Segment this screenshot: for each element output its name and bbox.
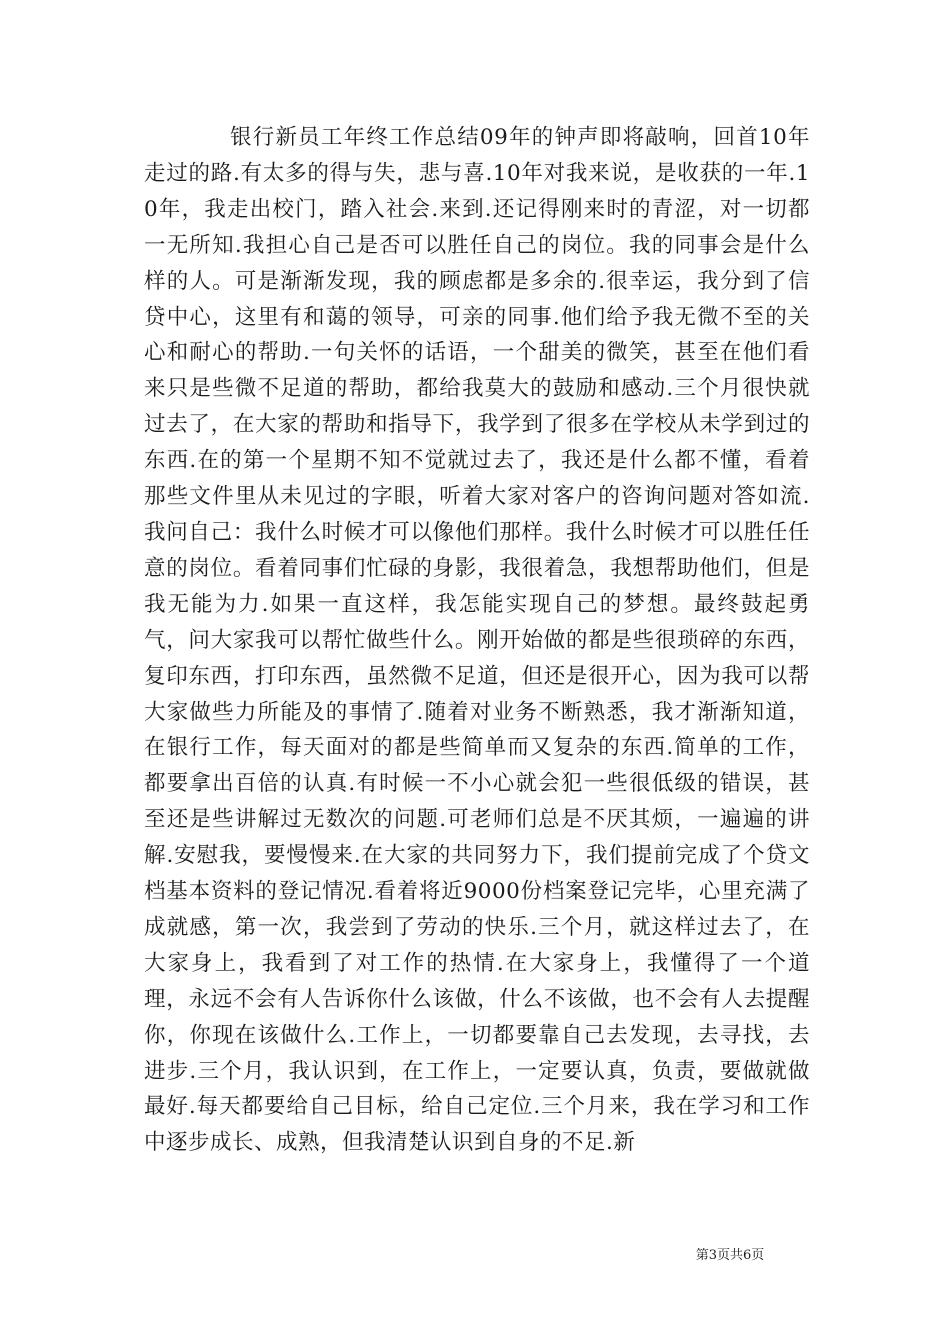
page-indicator: 第3页共6页 [695,1248,765,1263]
body-paragraph: 银行新员工年终工作总结09年的钟声即将敲响，回首10年走过的路.有太多的得与失，悲与喜.10年对我来说，是收获的一年.10年，我走出校门，踏入社会.来到.还记得刚来时的青涩，对一切都一无所知.我担心自己是否可以胜任自己的岗位。我的同事会是什么样的人。可是渐渐发现，我的顾虑都是多余的.很幸运，我分到了信贷中心，这里有和蔼的领导，可亲的同事.他们给予我无微不至的关心和耐心的帮助.一句关怀的话语，一个甜美的微笑，甚至在他们看来只是些微不足道的帮助，都给我莫大的鼓励和感动.三个月很快就过去了，在大家的帮助和指导下，我学到了很多在学校从未学到过的东西.在的第一个星期不知不觉就过去了，我还是什么都不懂，看着那些文件里从未见过的字眼，听着大家对客户的咨询问题对答如流.我问自己：我什么时候才可以像他们那样。我什么时候才可以胜任任意的岗位。看着同事们忙碌的身影，我很着急，我想帮助他们，但是我无能为力.如果一直这样，我怎能实现自己的梦想。最终鼓起勇气，问大家我可以帮忙做些什么。刚开始做的都是些很琐碎的东西，复印东西，打印东西，虽然微不足道，但还是很开心，因为我可以帮大家做些力所能及的事情了.随着对业务不断熟悉，我才渐渐知道，在银行工作，每天面对的都是些简单而又复杂的东西.简单的工作，都要拿出百倍的认真.有时候一不小心就会犯一些很低级的错误，甚至还是些讲解过无数次的问题.可老师们总是不厌其烦，一遍遍的讲解.安慰我，要慢慢来.在大家的共同努力下，我们提前完成了个贷文档基本资料的登记情况.看着将近9000份档案登记完毕，心里充满了成就感，第一次，我尝到了劳动的快乐.三个月，就这样过去了，在大家身上，我看到了对工作的热情.在大家身上，我懂得了一个道理，永远不会有人告诉你什么该做，什么不该做，也不会有人去提醒你，你现在该做什么.工作上，一切都要靠自己去发现，去寻找，去进步.三个月，我认识到，在工作上，一定要认真，负责，要做就做最好.每天都要给自己目标，给自己定位.三个月来，我在学习和工作中逐步成长、成熟，但我清楚认识到自身的不足.新 [144,125,810,1156]
